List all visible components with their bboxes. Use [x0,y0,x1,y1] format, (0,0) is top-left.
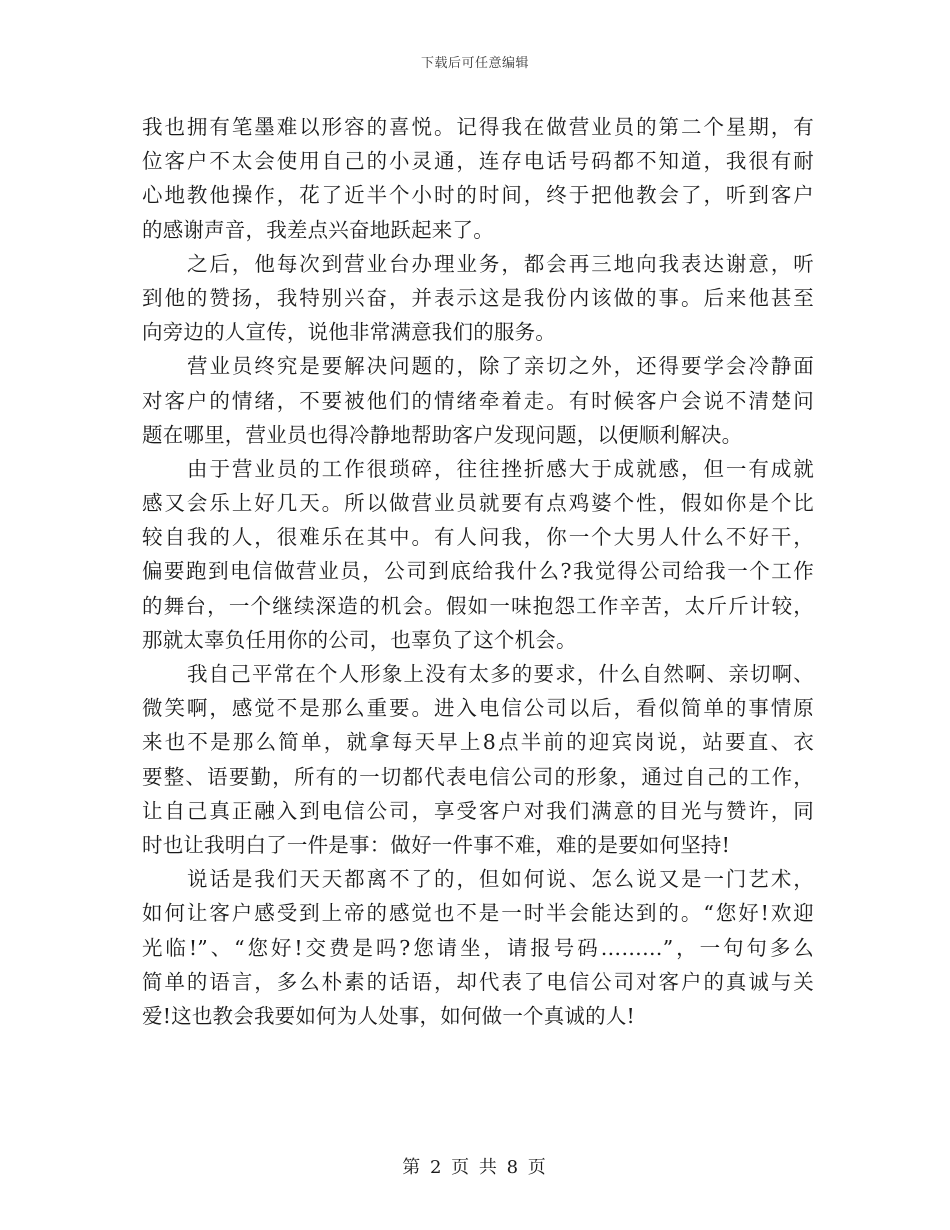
text-line: 时也让我明白了一件是事：做好一件事不难，难的是要如何坚持! [142,832,731,857]
text-line: 那就太辜负任用你的公司，也辜负了这个机会。 [142,627,577,652]
text-line: 之后，他每次到营业台办理业务，都会再三地向我表达谢意，听 [187,251,814,276]
text-line: 让自己真正融入到电信公司，享受客户对我们满意的目光与赞许，同 [142,798,814,823]
text-line: 对客户的情绪，不要被他们的情绪牵着走。有时候客户会说不清楚问 [142,388,814,413]
text-line: 的舞台，一个继续深造的机会。假如一味抱怨工作辛苦，太斤斤计较， [142,593,814,618]
text-line: 简单的语言，多么朴素的话语，却代表了电信公司对客户的真诚与关 [142,969,814,994]
text-line: 较自我的人，很难乐在其中。有人问我，你一个大男人什么不好干， [142,525,814,550]
text-line: 光临!”、“您好!交费是吗?您请坐，请报号码………”，一句句多么 [142,935,814,960]
page-footer: 第 2 页 共 8 页 [402,1157,548,1178]
text-line: 来也不是那么简单，就拿每天早上8点半前的迎宾岗说，站要直、衣 [142,730,814,755]
text-line: 我自己平常在个人形象上没有太多的要求，什么自然啊、亲切啊、 [187,662,814,686]
text-line: 由于营业员的工作很琐碎，往往挫折感大于成就感，但一有成就 [187,456,814,481]
text-line: 向旁边的人宣传，说他非常满意我们的服务。 [142,320,556,345]
text-line: 的感谢声音，我差点兴奋地跃起来了。 [142,217,494,242]
text-line: 心地教他操作，花了近半个小时的时间，终于把他教会了，听到客户 [142,183,814,208]
text-line: 题在哪里，营业员也得冷静地帮助客户发现问题，以便顺利解决。 [142,422,743,447]
page-header: 下载后可任意编辑 [420,56,529,71]
text-line: 偏要跑到电信做营业员，公司到底给我什么?我觉得公司给我一个工作 [142,559,814,584]
text-line: 营业员终究是要解决问题的，除了亲切之外，还得要学会冷静面 [187,354,814,379]
text-line: 我也拥有笔墨难以形容的喜悦。记得我在做营业员的第二个星期，有 [142,115,814,139]
text-line: 如何让客户感受到上帝的感觉也不是一时半会能达到的。“您好!欢迎 [142,901,814,926]
text-line: 要整、语要勤，所有的一切都代表电信公司的形象，通过自己的工作， [142,764,814,789]
text-line: 感又会乐上好几天。所以做营业员就要有点鸡婆个性，假如你是个比 [142,491,814,516]
text-line: 到他的赞扬，我特别兴奋，并表示这是我份内该做的事。后来他甚至 [142,285,814,310]
text-line: 位客户不太会使用自己的小灵通，连存电话号码都不知道，我很有耐 [142,149,814,174]
text-line: 微笑啊，感觉不是那么重要。进入电信公司以后，看似简单的事情原 [142,696,814,721]
text-line: 爱!这也教会我要如何为人处事，如何做一个真诚的人! [142,1003,635,1028]
text-line: 说话是我们天天都离不了的，但如何说、怎么说又是一门艺术， [187,867,814,892]
document-body [142,110,814,1033]
